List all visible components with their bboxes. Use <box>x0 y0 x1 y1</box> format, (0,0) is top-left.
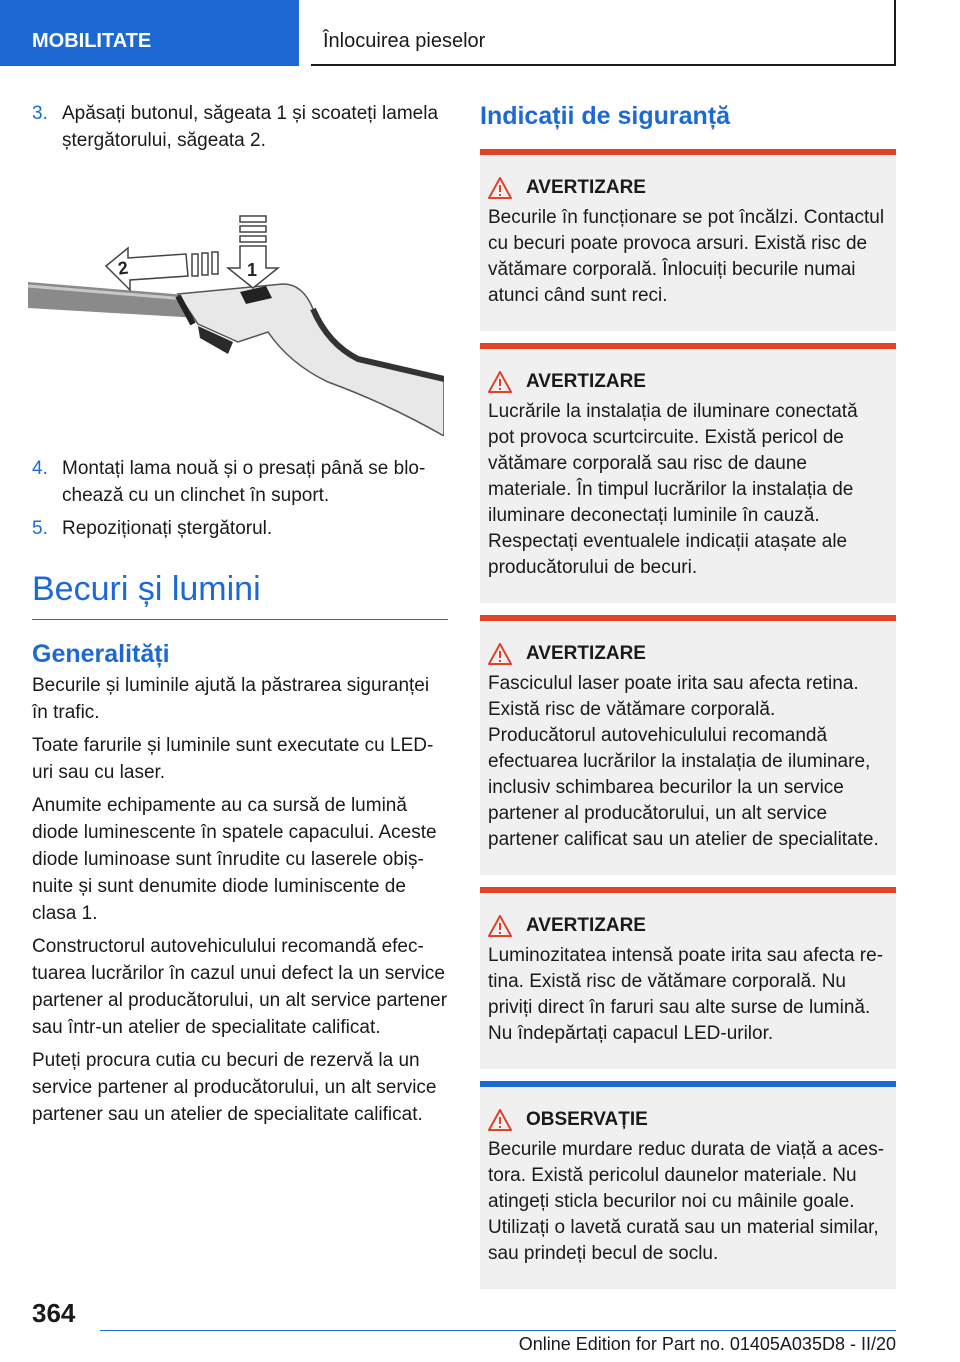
step-item <box>32 515 448 542</box>
step-text: Apăsați butonul, săgeata 1 și scoateți lamela ștergătorului, săgeata 2. <box>62 103 439 151</box>
paragraph: Anumite echipamente au ca sursă de lumină diode luminescente în spatele capacului. Aceste diode luminoase sunt înrudite cu laserele obișnuite și sunt denumite diode luminiscente de clasa 1. <box>32 795 437 924</box>
box-title: OBSERVAȚIE <box>526 1109 648 1130</box>
box-title-row <box>488 915 888 937</box>
box-text: Luminozitatea intensă poate irita sau afecta retina. Există risc de vătămare corporală. Nu priviți direct în faruri sau alte surse de lumină. Nu îndepărtați capacul LED-urilor. <box>488 945 884 1044</box>
section-heading: Becuri și lumini <box>32 570 448 620</box>
box-title: AVERTIZARE <box>526 371 646 392</box>
box-text: Becurile murdare reduc durata de viață a acestora. Există pericolul daunelor materiale. Nu atingeți sticla becurilor noi cu mâinile goale. Utilizați o lavetă curată sau un material similar, sau prindeți becul de soclu. <box>488 1139 885 1264</box>
warning-box <box>480 615 896 875</box>
step-text: Repoziționați ștergătorul. <box>62 518 273 539</box>
right-column <box>480 100 896 1301</box>
box-title-row <box>488 371 888 393</box>
step-list <box>32 100 448 154</box>
warning-triangle-icon <box>488 177 512 199</box>
paragraph: Becurile și luminile ajută la păstrarea siguranței în trafic. <box>32 675 430 723</box>
warning-triangle-icon <box>488 1109 512 1131</box>
box-text: Lucrările la instalația de iluminare conectată pot provoca scurtcircuite. Există pericol de vătămare corporală sau risc de daune materiale. În timpul lucrărilor la instalația de iluminare deconectați luminile în cauză. Respectați eventualele indicații atașate ale producătorului de becuri. <box>488 401 858 578</box>
footer-divider <box>100 1330 896 1331</box>
arrow-2-label: 2 <box>116 257 130 279</box>
box-title: AVERTIZARE <box>526 915 646 936</box>
step-number: 3. <box>32 103 48 124</box>
edition-info: Online Edition for Part no. 01405A035D8 - II/20 <box>518 1334 896 1354</box>
section-title: Înlocuirea pieselor <box>311 0 896 66</box>
page-number: 364 <box>32 1298 76 1328</box>
note-box <box>480 1081 896 1289</box>
warning-box <box>480 149 896 331</box>
wiper-blade-illustration <box>28 214 444 436</box>
step-text: Montați lama nouă și o presați până se blochează cu un clinchet în suport. <box>62 458 426 506</box>
warning-triangle-icon <box>488 371 512 393</box>
step-number: 5. <box>32 518 48 539</box>
step-item <box>32 455 448 509</box>
box-text: Fasciculul laser poate irita sau afecta retina. Există risc de vătămare corporală. Producătorul autovehiculului recomandă efectuarea lucrărilor la instalația de iluminare, inclusiv schimbarea becurilor la un service partener al producătorului, un alt service partener calificat sau un atelier de specialitate. <box>488 673 879 850</box>
body-text <box>32 672 448 1128</box>
paragraph: Puteți procura cutia cu becuri de rezervă la un service partener al producătorului, un alt service partener sau un atelier de specialitate calificat. <box>32 1050 437 1125</box>
warning-box <box>480 343 896 603</box>
box-title: AVERTIZARE <box>526 177 646 198</box>
warning-triangle-icon <box>488 643 512 665</box>
page-header <box>0 0 960 66</box>
paragraph: Toate farurile și luminile sunt executate cu LED-uri sau cu laser. <box>32 735 434 783</box>
subsection-heading: Generalități <box>32 640 170 668</box>
warning-triangle-icon <box>488 915 512 937</box>
safety-heading: Indicații de siguranță <box>480 102 731 130</box>
box-title-row <box>488 177 888 199</box>
box-title-row <box>488 643 888 665</box>
step-list <box>32 455 448 542</box>
box-text: Becurile în funcționare se pot încălzi. Contactul cu becuri poate provoca arsuri. Există risc de vătămare corporală. Înlocuiți becurile numai atunci când sunt reci. <box>488 207 885 306</box>
warning-box <box>480 887 896 1069</box>
left-column <box>32 100 448 1134</box>
chapter-tab: MOBILITATE <box>0 0 299 66</box>
paragraph: Constructorul autovehiculului recomandă efectuarea lucrărilor în cazul unui defect la un service partener al producătorului, un alt service partener sau într-un atelier de specialitate calificat. <box>32 936 448 1038</box>
box-title: AVERTIZARE <box>526 643 646 664</box>
box-title-row <box>488 1109 888 1131</box>
step-number: 4. <box>32 458 48 479</box>
notice-list <box>480 149 896 1289</box>
arrow-1-label: 1 <box>247 260 258 280</box>
step-item <box>32 100 448 154</box>
